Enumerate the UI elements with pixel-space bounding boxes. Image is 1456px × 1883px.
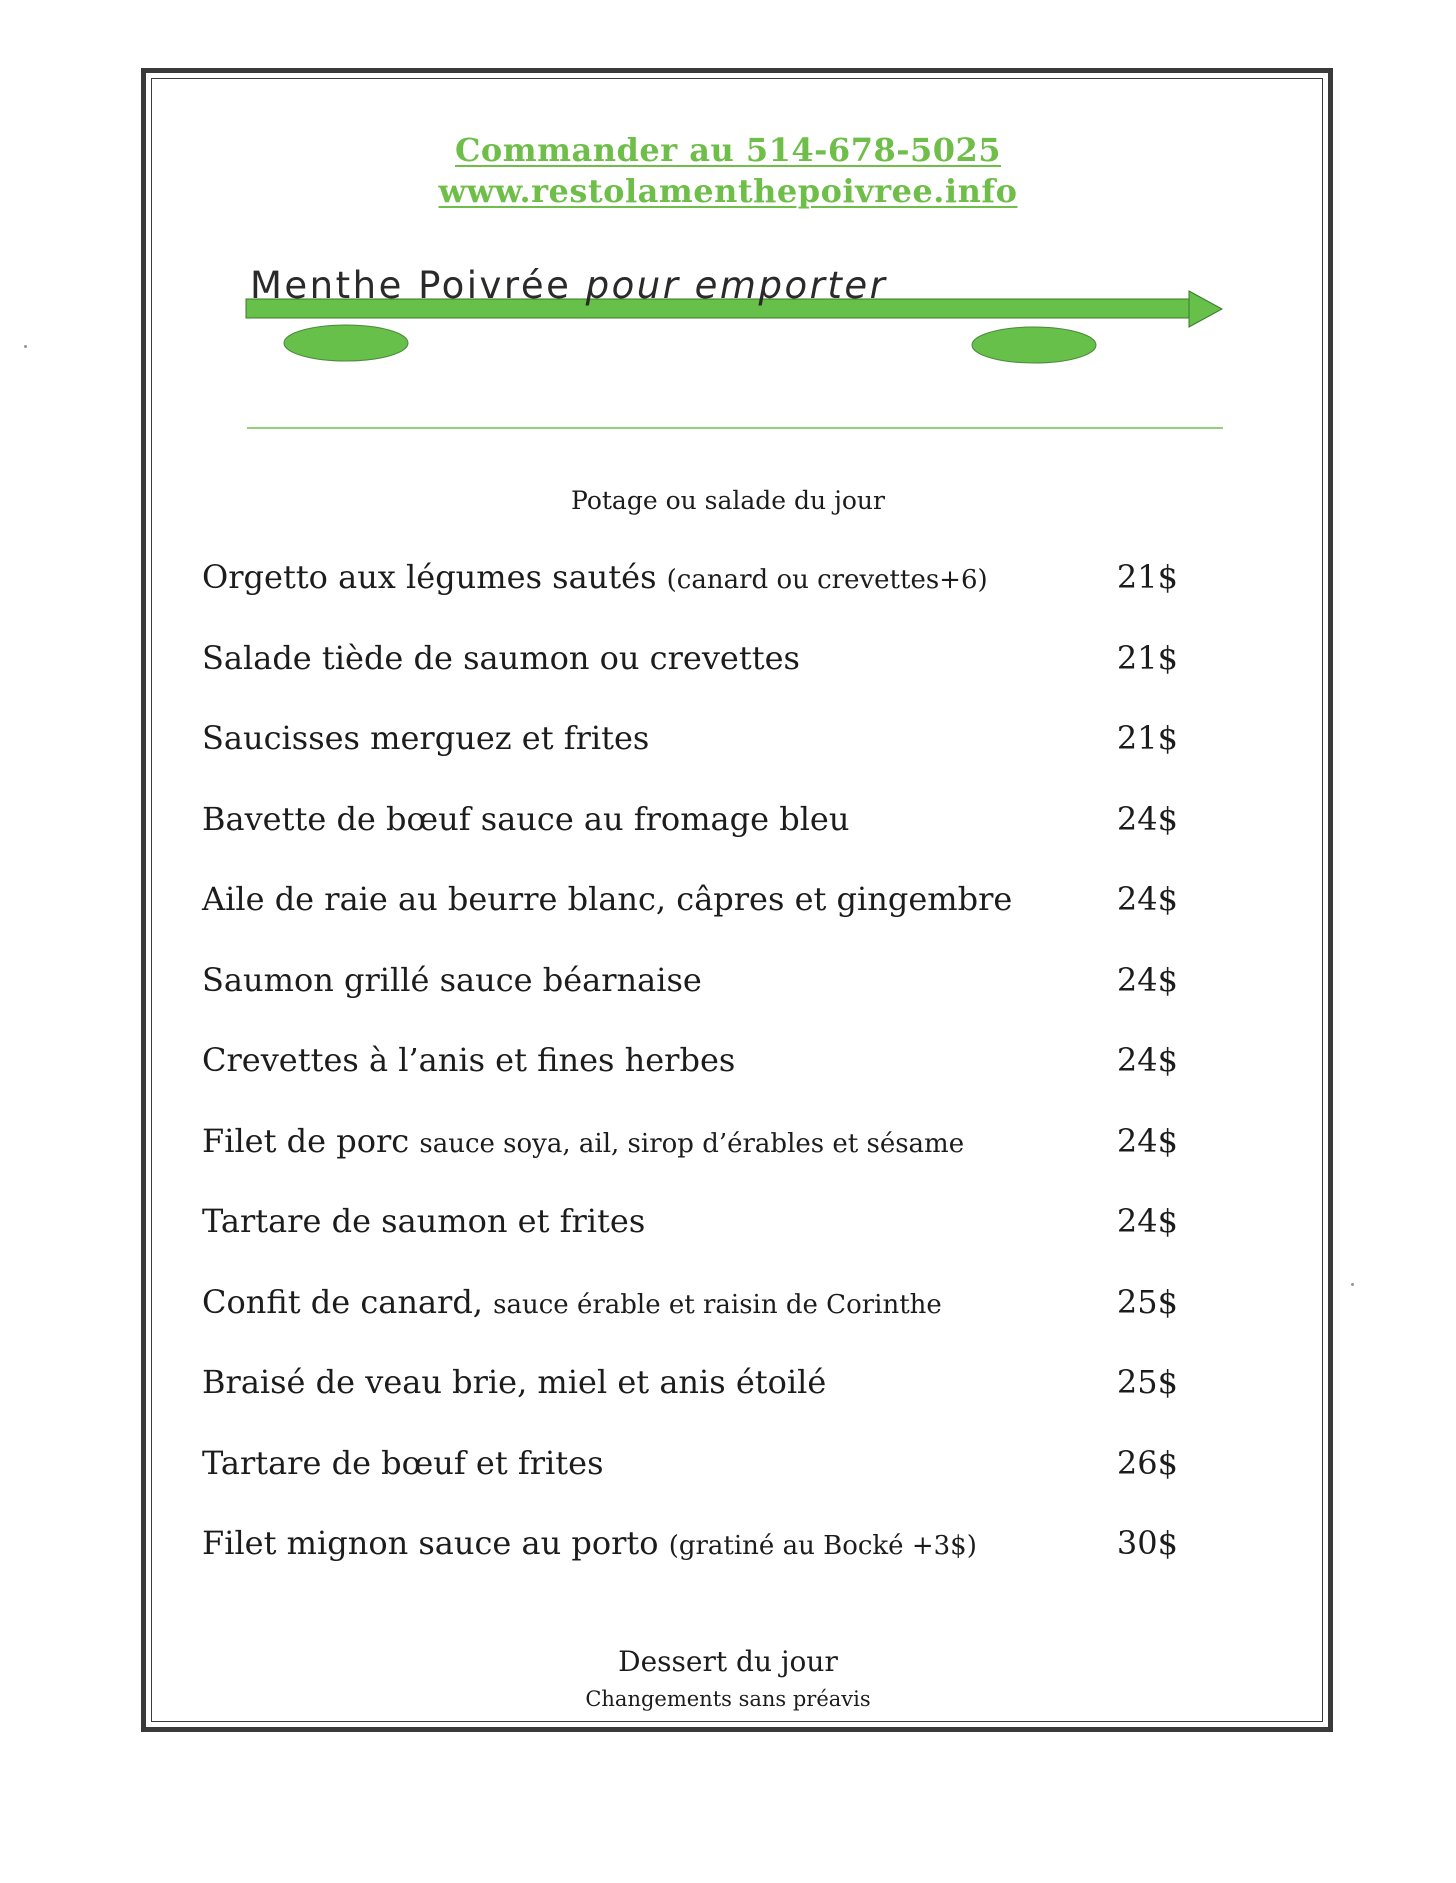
menu-item-name: Salade tiède de saumon ou crevettes [202, 638, 800, 677]
banner-right-wheel [972, 327, 1096, 363]
menu-item [202, 1523, 1182, 1604]
banner-title [250, 264, 887, 307]
menu-item-price: 24$ [1116, 1121, 1178, 1160]
menu-item [202, 1040, 1182, 1121]
menu-item-name: Saucisses merguez et frites [202, 719, 650, 757]
banner-title-name: Menthe Poivrée [250, 264, 572, 307]
menu-item-note: (canard ou crevettes+6) [666, 565, 988, 595]
menu-item-price: 25$ [1116, 1363, 1178, 1401]
scan-speck [24, 345, 27, 348]
menu-item [202, 1121, 1182, 1202]
order-phone[interactable]: Commander au 514-678-5025 [454, 131, 1002, 169]
menu-item-price: 21$ [1116, 719, 1178, 757]
menu-item-price: 24$ [1116, 1202, 1178, 1240]
menu-item-price: 24$ [1116, 799, 1178, 838]
dessert-line: Dessert du jour [618, 1645, 838, 1678]
menu-item-price: 24$ [1116, 1041, 1178, 1079]
banner-arrowhead [1189, 291, 1222, 327]
soup-salad-heading: Potage ou salade du jour [571, 486, 885, 515]
menu-item-name: Tartare de saumon et frites [202, 1202, 646, 1240]
header-divider [247, 427, 1223, 429]
menu-item-note: sauce soya, ail, sirop d’érables et sésame [419, 1128, 965, 1159]
menu-item [202, 557, 1182, 638]
menu-item [202, 960, 1182, 1041]
menu-item [202, 718, 1182, 799]
menu-item-price: 24$ [1116, 960, 1178, 999]
menu-item [202, 1362, 1182, 1443]
menu-item-price: 21$ [1116, 558, 1178, 596]
menu-item [202, 799, 1182, 880]
menu-item-price: 24$ [1116, 880, 1178, 918]
menu-list [202, 557, 1182, 1604]
menu-item-price: 25$ [1116, 1282, 1178, 1321]
menu-item-price: 30$ [1116, 1524, 1178, 1562]
website-link[interactable]: www.restolamenthepoivree.info [438, 172, 1018, 210]
menu-item-name: Confit de canard, [202, 1282, 483, 1321]
menu-item-price: 21$ [1116, 638, 1178, 677]
menu-item [202, 1443, 1182, 1524]
menu-item [202, 1201, 1182, 1282]
scan-speck [1351, 1283, 1354, 1286]
menu-item-name: Orgetto aux légumes sautés [202, 558, 657, 596]
menu-item [202, 879, 1182, 960]
menu-item [202, 638, 1182, 719]
menu-item-name: Tartare de bœuf et frites [202, 1443, 604, 1482]
menu-item-name: Braisé de veau brie, miel et anis étoilé [202, 1363, 827, 1401]
menu-item-name: Saumon grillé sauce béarnaise [202, 960, 702, 999]
menu-item-note: (gratiné au Bocké +3$) [668, 1531, 977, 1561]
menu-item-note: sauce érable et raisin de Corinthe [493, 1289, 942, 1320]
changes-notice: Changements sans préavis [585, 1687, 871, 1711]
menu-item-name: Bavette de bœuf sauce au fromage bleu [202, 799, 850, 838]
banner-title-takeout: pour emporter [585, 264, 888, 307]
menu-item-name: Filet mignon sauce au porto [202, 1524, 659, 1562]
banner-left-wheel [284, 325, 408, 361]
menu-item-name: Filet de porc [202, 1121, 410, 1160]
menu-item-price: 26$ [1116, 1443, 1178, 1482]
menu-item-name: Crevettes à l’anis et fines herbes [202, 1041, 736, 1079]
menu-item [202, 1282, 1182, 1363]
menu-item-name: Aile de raie au beurre blanc, câpres et gingembre [202, 880, 1013, 918]
